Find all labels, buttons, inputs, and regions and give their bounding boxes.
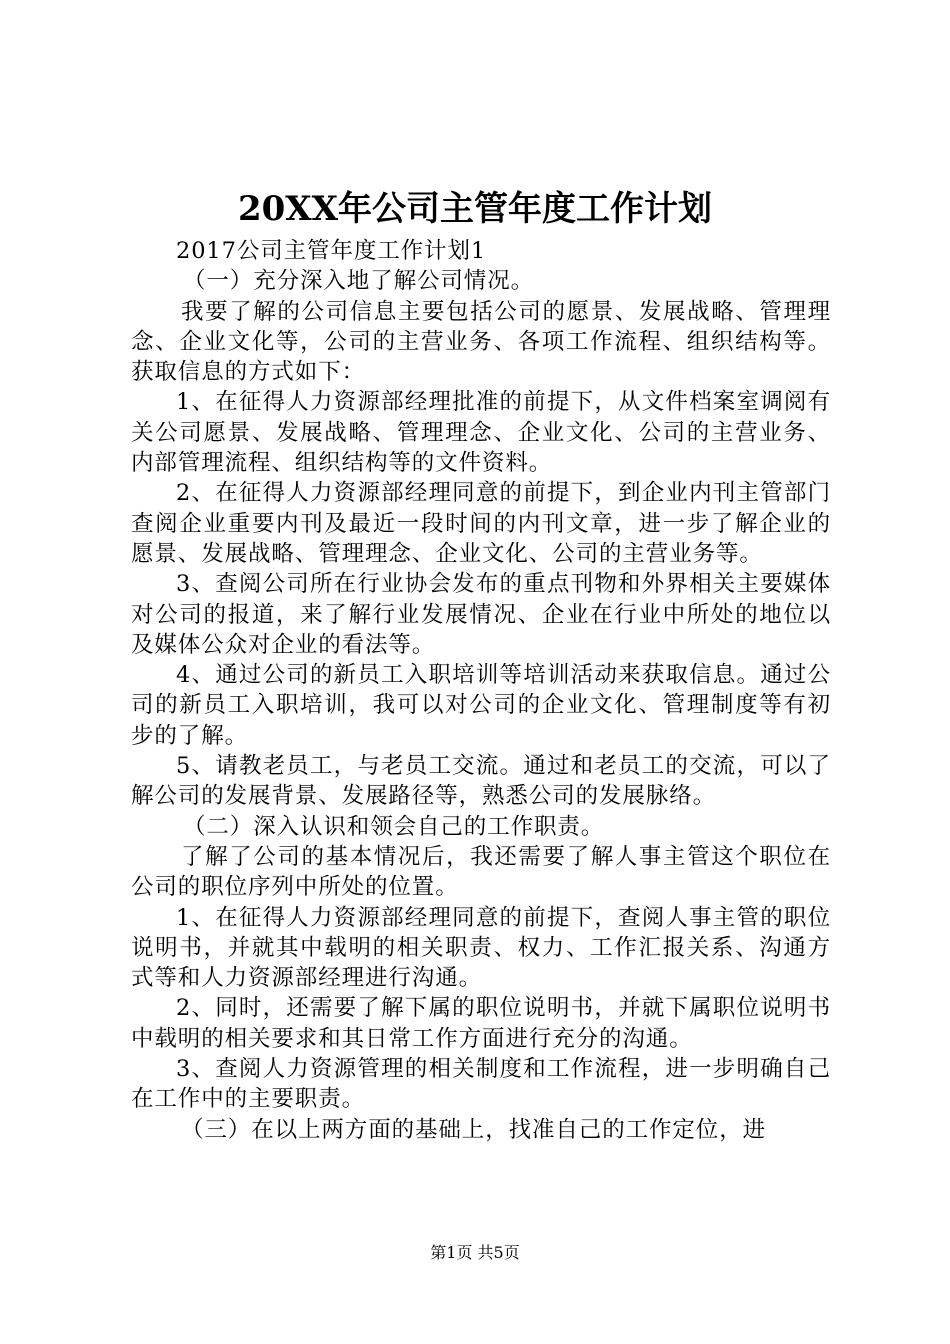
paragraph: 2、在征得人力资源部经理同意的前提下，到企业内刊主管部门查阅企业重要内刊及最近一段时间的内刊文章，进一步了解企业的愿景、发展战略、管理理念、企业文化、公司的主营业务等。 <box>131 480 831 567</box>
paragraph-section-2-heading: （二）深入认识和领会自己的工作职责。 <box>183 813 605 840</box>
paragraph: 1、在征得人力资源部经理同意的前提下，查阅人事主管的职位说明书，并就其中载明的相关职责、权力、工作汇报关系、沟通方式等和人力资源部经理进行沟通。 <box>131 904 831 992</box>
page-footer: 第1页 共5页 <box>430 1243 520 1262</box>
paragraph: 3、查阅人力资源管理的相关制度和工作流程，进一步明确自己在工作中的主要职责。 <box>131 1056 831 1113</box>
paragraph: 2、同时，还需要了解下属的职位说明书，并就下属职位说明书中载明的相关要求和其日常工作方面进行充分的沟通。 <box>131 995 831 1052</box>
paragraph: 5、请教老员工，与老员工交流。通过和老员工的交流，可以了解公司的发展背景、发展路径等，熟悉公司的发展脉络。 <box>131 753 831 810</box>
paragraph: 了解了公司的基本情况后，我还需要了解人事主管这个职位在公司的职位序列中所处的位置。 <box>131 843 831 901</box>
paragraph: 4、通过公司的新员工入职培训等培训活动来获取信息。通过公司的新员工入职培训，我可以对公司的企业文化、管理制度等有初步的了解。 <box>131 662 831 749</box>
paragraph: 3、查阅公司所在行业协会发布的重点刊物和外界相关主要媒体对公司的报道，来了解行业发展情况、企业在行业中所处的地位以及媒体公众对企业的看法等。 <box>131 571 831 658</box>
paragraph-section-3-heading: （三）在以上两方面的基础上，找准自己的工作定位，进 <box>181 1116 767 1143</box>
paragraph-subtitle: 2017公司主管年度工作计划1 <box>176 238 487 264</box>
paragraph-section-1-heading: （一）充分深入地了解公司情况。 <box>183 268 535 295</box>
paragraph: 我要了解的公司信息主要包括公司的愿景、发展战略、管理理念、企业文化等，公司的主营业务、各项工作流程、组织结构等。获取信息的方式如下： <box>131 298 831 386</box>
document-body <box>131 236 831 1145</box>
document-title: 20XX年公司主管年度工作计划 <box>237 189 713 229</box>
paragraph: 1、在征得人力资源部经理批准的前提下，从文件档案室调阅有关公司愿景、发展战略、管理理念、企业文化、公司的主营业务、内部管理流程、组织结构等的文件资料。 <box>131 389 831 477</box>
